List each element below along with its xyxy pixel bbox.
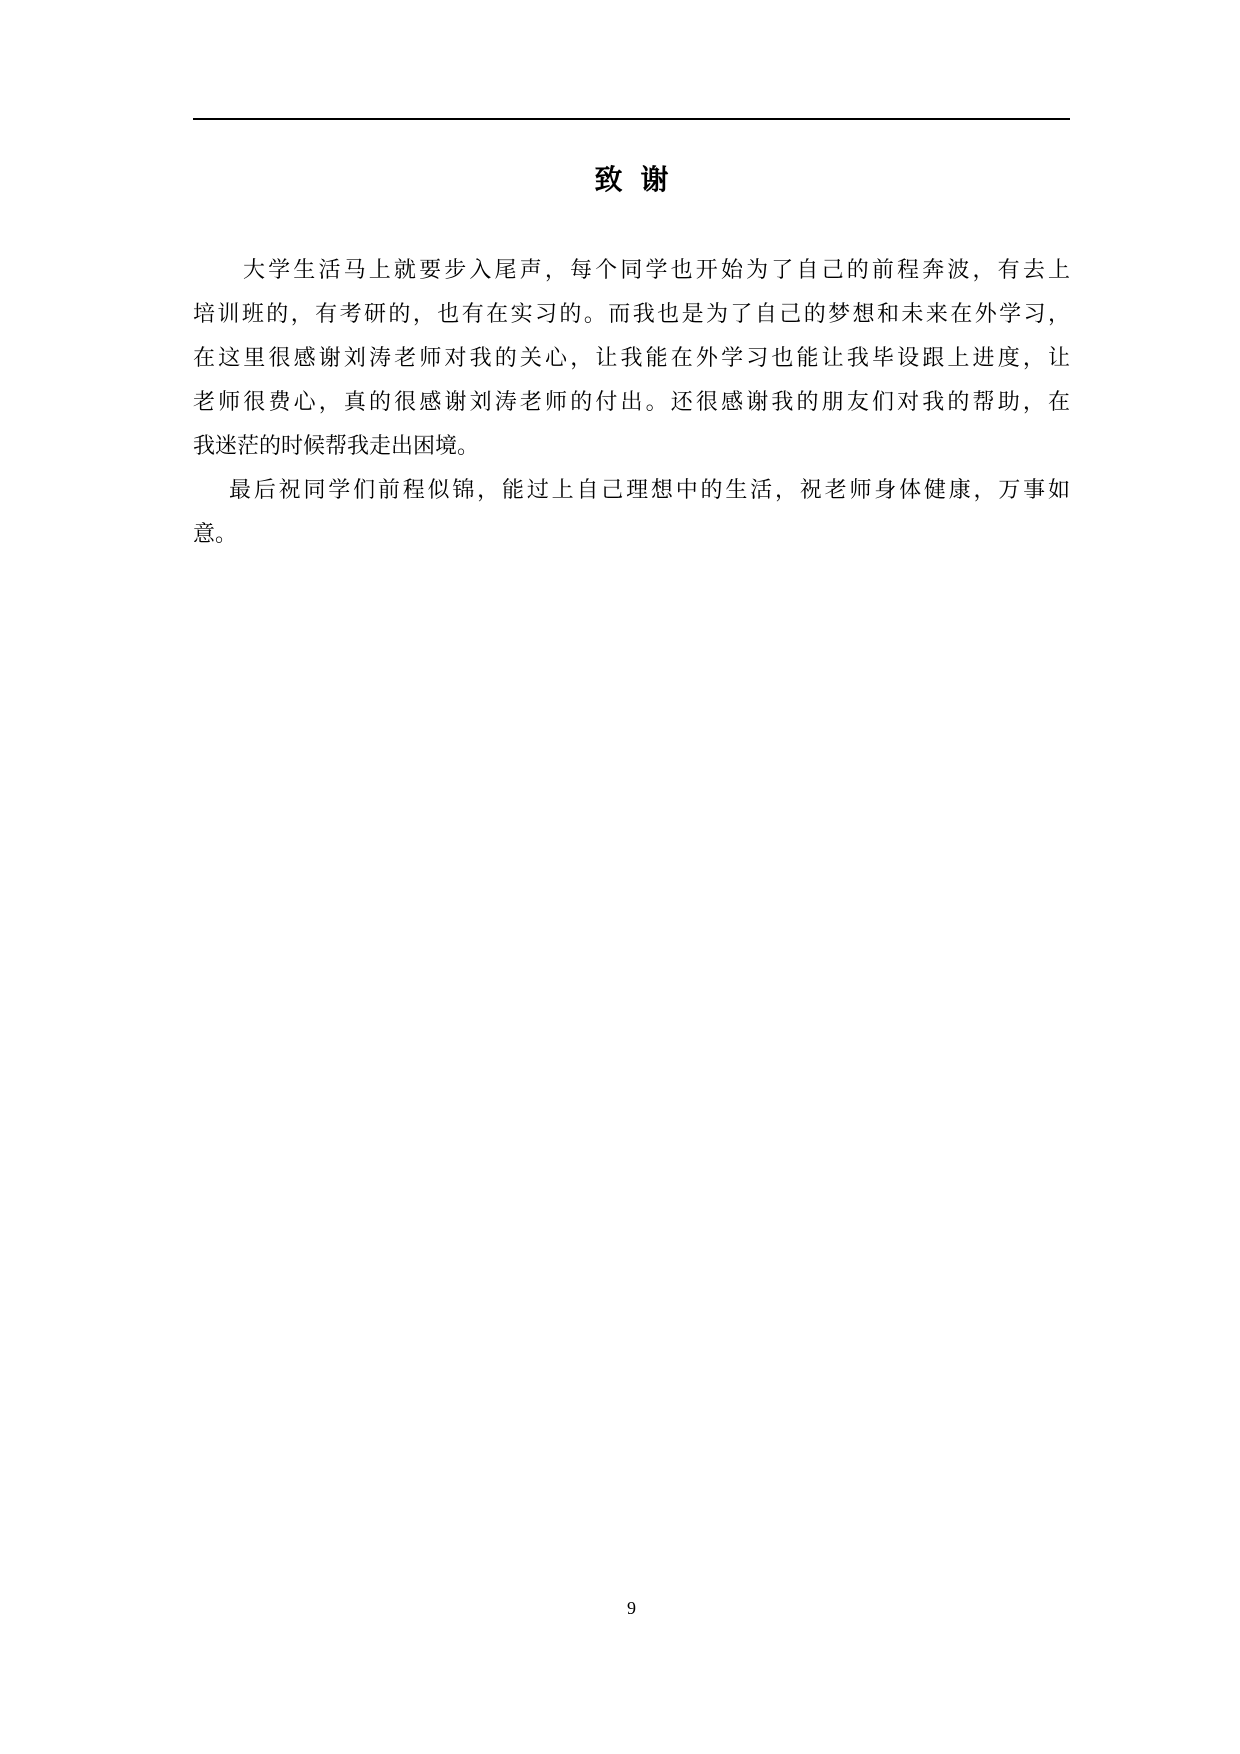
acknowledgement-body bbox=[193, 249, 1070, 557]
paragraph-2-line-1: 最后祝同学们前程似锦，能过上自己理想中的生活，祝老师身体健康，万事如 bbox=[229, 478, 1070, 503]
page-number: 9 bbox=[627, 1598, 636, 1618]
paragraph-1-line-5: 我迷茫的时候帮我走出困境。 bbox=[193, 434, 480, 459]
paragraph-1-line-4: 老师很费心，真的很感谢刘涛老师的付出。还很感谢我的朋友们对我的帮助，在 bbox=[193, 390, 1070, 415]
title-char-2: 谢 bbox=[640, 163, 669, 196]
paragraph-2-line-2: 意。 bbox=[193, 522, 238, 547]
header-rule bbox=[193, 118, 1070, 120]
paragraph-1-line-3: 在这里很感谢刘涛老师对我的关心，让我能在外学习也能让我毕设跟上进度，让 bbox=[193, 346, 1070, 371]
paragraph-1-line-2: 培训班的，有考研的，也有在实习的。而我也是为了自己的梦想和未来在外学习， bbox=[193, 302, 1070, 327]
title-char-1: 致 bbox=[594, 163, 623, 196]
paragraph-1-line-1: 大学生活马上就要步入尾声，每个同学也开始为了自己的前程奔波，有去上 bbox=[243, 258, 1070, 283]
page-title bbox=[193, 160, 1070, 200]
